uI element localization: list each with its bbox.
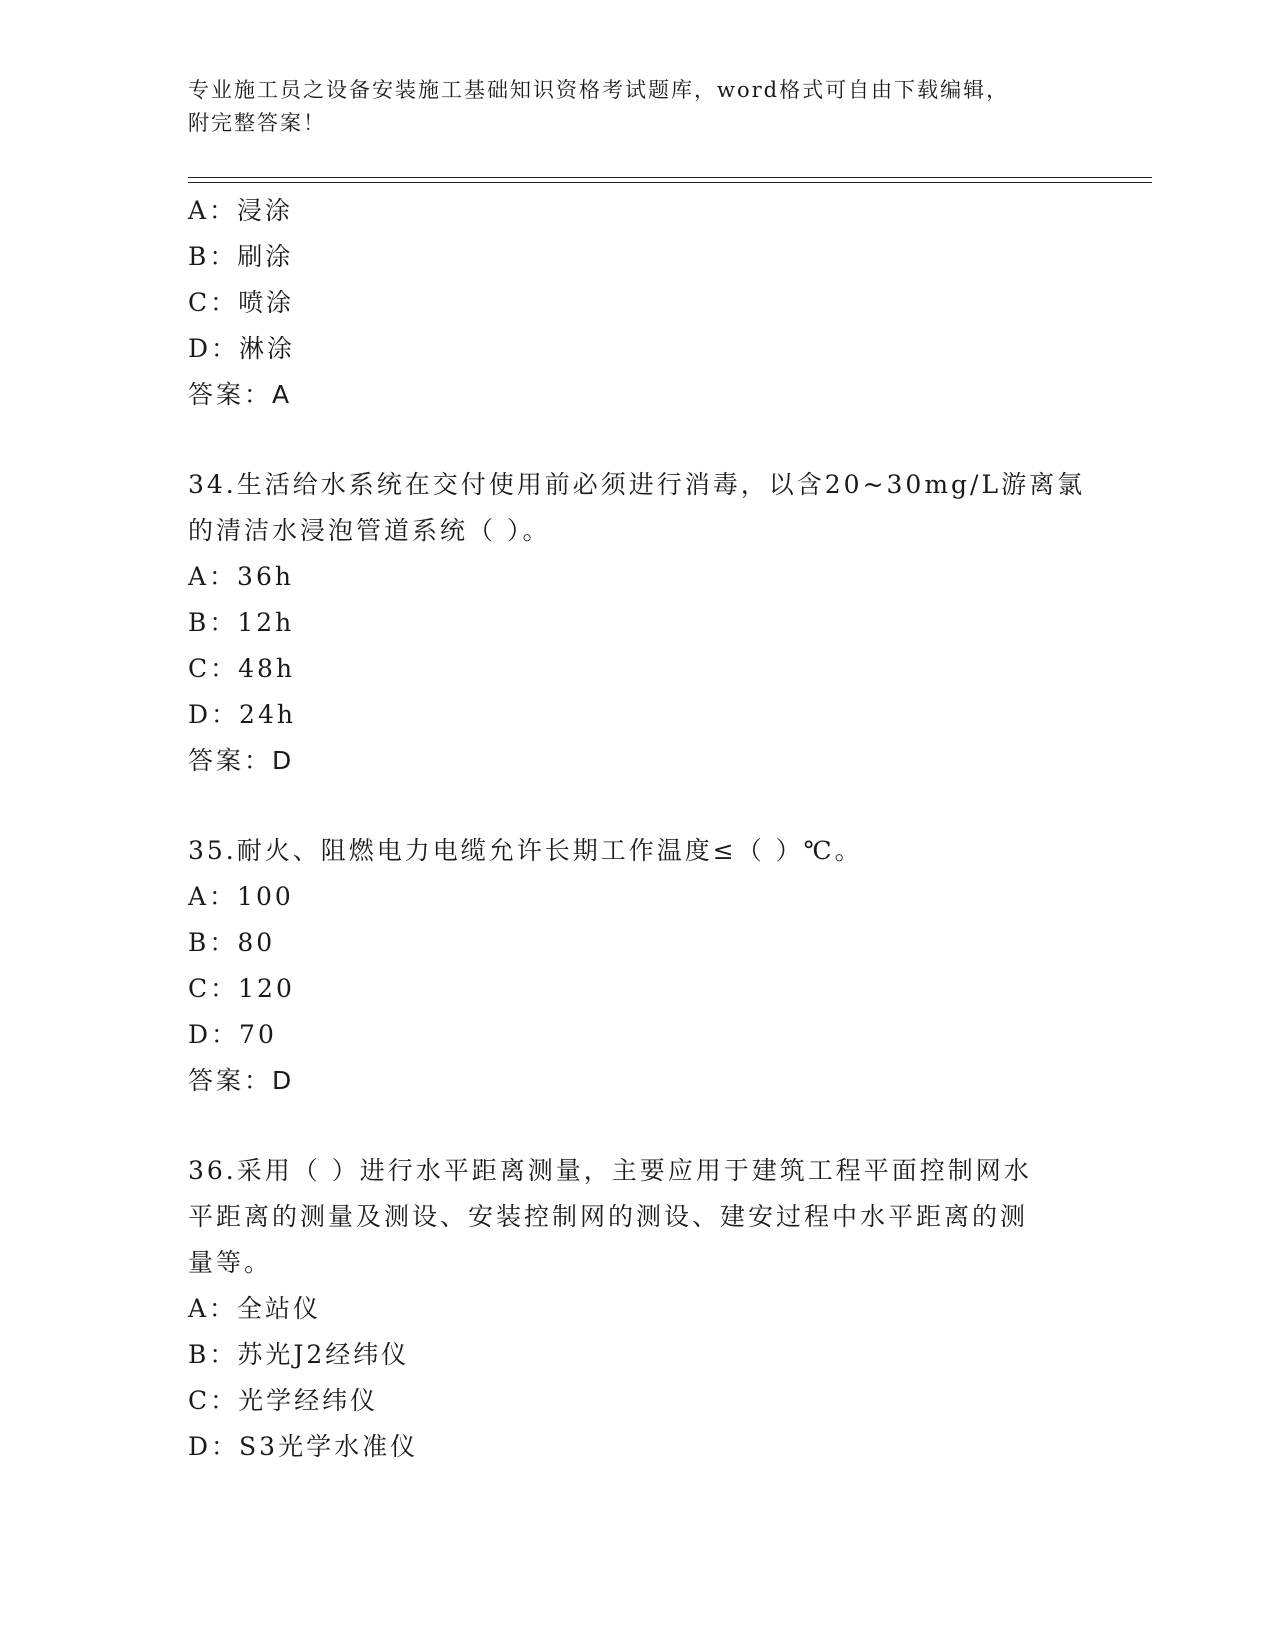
option-d: D：70	[188, 1020, 277, 1049]
question-34	[188, 462, 1088, 784]
answer: 答案：A	[188, 380, 293, 409]
spacer	[188, 1104, 1088, 1148]
question-text-line-3: 量等。	[188, 1248, 273, 1277]
question-33	[188, 188, 1088, 418]
option-b: B：苏光J2经纬仪	[188, 1340, 410, 1369]
option-c: C：光学经纬仪	[188, 1386, 379, 1415]
question-text-line-2: 平距离的测量及测设、安装控制网的测设、建安过程中水平距离的测	[188, 1202, 1029, 1231]
option-a: A：36h	[188, 562, 294, 591]
header-divider-top	[188, 177, 1152, 178]
question-35	[188, 828, 1088, 1104]
question-36	[188, 1148, 1088, 1470]
document-header	[188, 74, 1088, 140]
option-b: B：12h	[188, 608, 295, 637]
header-line-2: 附完整答案！	[188, 111, 326, 135]
spacer	[188, 784, 1088, 828]
option-d: D：S3光学水准仪	[188, 1432, 419, 1461]
option-b: B：80	[188, 928, 276, 957]
option-c: C：48h	[188, 654, 296, 683]
option-d: D：24h	[188, 700, 296, 729]
answer: 答案：D	[188, 1066, 295, 1095]
question-text-line-2: 的清洁水浸泡管道系统（ ）。	[188, 516, 551, 545]
option-a: A：浸涂	[188, 196, 294, 225]
option-a: A：100	[188, 882, 294, 911]
question-text-line-1: 36.采用（ ）进行水平距离测量，主要应用于建筑工程平面控制网水	[188, 1156, 1032, 1185]
header-line-1: 专业施工员之设备安装施工基础知识资格考试题库，word格式可自由下载编辑，	[188, 78, 1010, 102]
option-d: D：淋涂	[188, 334, 296, 363]
option-a: A：全站仪	[188, 1294, 322, 1323]
question-text-line-1: 34.生活给水系统在交付使用前必须进行消毒，以含20~30mg/L游离氯	[188, 470, 1086, 499]
answer: 答案：D	[188, 746, 295, 775]
option-b: B：刷涂	[188, 242, 294, 271]
spacer	[188, 418, 1088, 462]
header-divider-bottom	[188, 182, 1152, 183]
document-body	[188, 188, 1088, 1470]
option-c: C：喷涂	[188, 288, 295, 317]
question-text-line-1: 35.耐火、阻燃电力电缆允许长期工作温度≤（ ）℃。	[188, 836, 863, 865]
option-c: C：120	[188, 974, 295, 1003]
